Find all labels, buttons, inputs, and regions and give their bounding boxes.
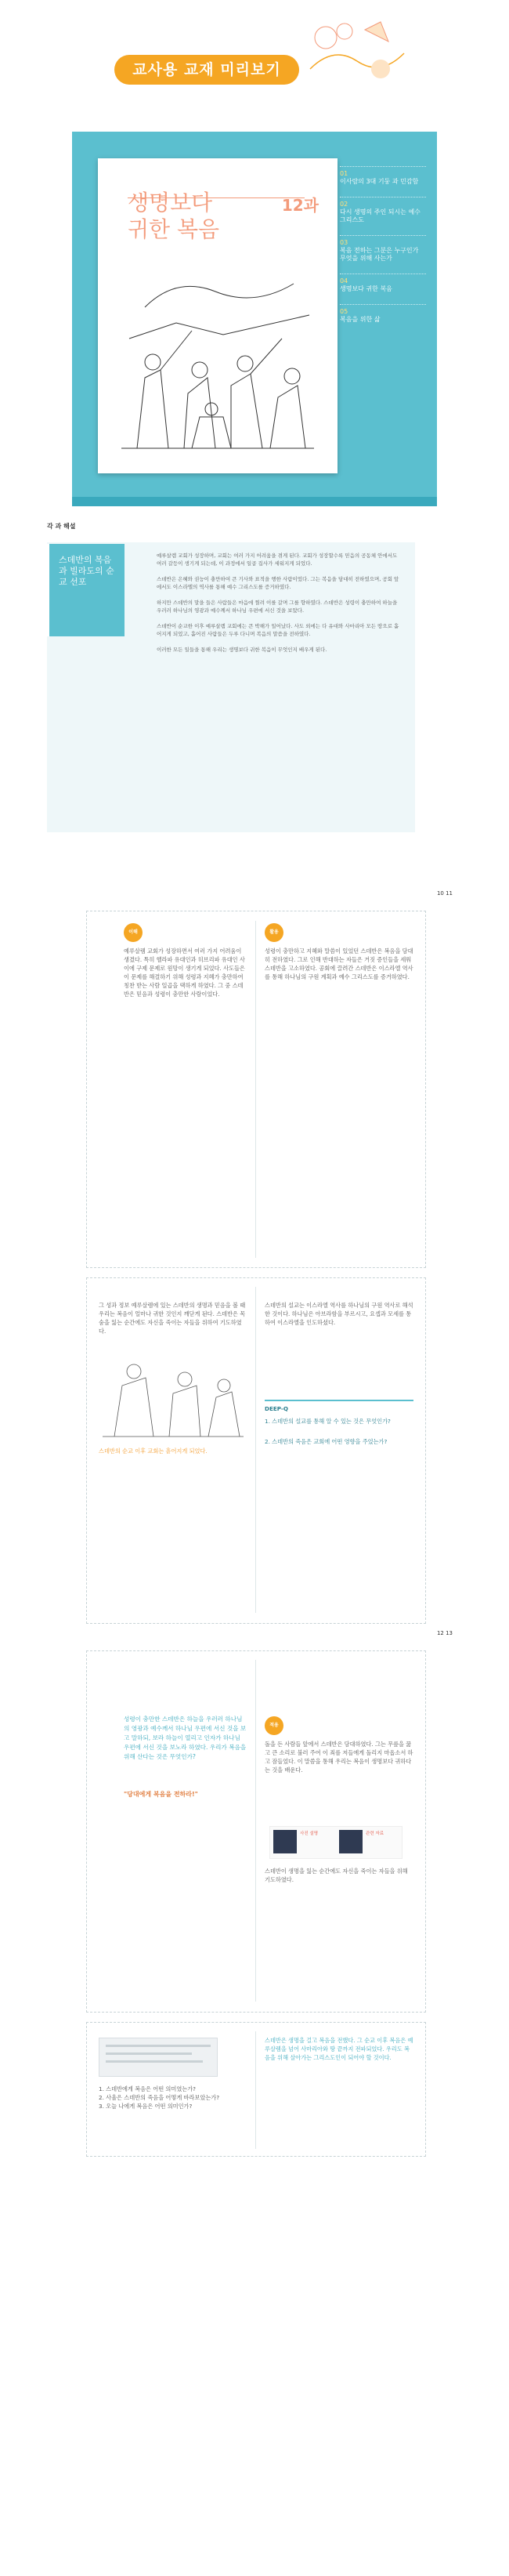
intro-text <box>157 552 401 661</box>
thumbnail-caption: 관련 자료 <box>366 1831 384 1836</box>
thumbnail-image <box>273 1830 297 1853</box>
list-item: 2. 사울은 스데반의 죽음을 어떻게 바라보았는가? <box>99 2094 220 2101</box>
toc-item[interactable]: 01 이사람의 3대 기둥 과 민감함 <box>340 166 426 186</box>
page3-quote-emphasis: "당대에게 복음을 전하라!" <box>124 1791 198 1798</box>
intro-paragraph: 스데반이 순교한 이후 예루살렘 교회에는 큰 박해가 일어났다. 사도 외에는 다 유대와 사마리아 모든 땅으로 흩어지게 되었고, 흩어진 사람들은 두루 다니며 복음의 말씀을 전하였다. <box>157 623 399 637</box>
page1-left-text: 예루살렘 교회가 성장하면서 여러 가지 어려움이 생겼다. 특히 헬라파 유대인과 히브리파 유대인 사이에 구제 문제로 원망이 생기게 되었다. 사도들은 이 문제를 해결하기 위해 성령과 지혜가 충만하여 칭찬 받는 사람 일곱을 택하게 하였다. 그 중 스데반은 믿음과 성령이 충만한 사람이었다. <box>124 947 245 998</box>
placeholder-line <box>106 2060 203 2063</box>
page3-right-text: 돌을 든 사람들 앞에서 스데반은 담대하였다. 그는 무릎을 꿇고 큰 소리로 불러 주여 이 죄를 저들에게 돌리지 마옵소서 하고 잠들었다. 이 말씀을 통해 우리는 복음이 생명보다 귀하다는 것을 배운다. <box>265 1741 413 1773</box>
column-divider <box>255 1287 256 1613</box>
page4-right-text: 스데반은 생명을 걸고 복음을 전했다. 그 순교 이후 복음은 예루살렘을 넘어 사마리아와 땅 끝까지 전파되었다. 우리도 복음을 위해 살아가는 그리스도인이 되어야 할 것이다. <box>265 2037 413 2061</box>
page2-illustration <box>99 1354 247 1440</box>
intro-paragraph: 스데반은 은혜와 권능이 충만하여 큰 기사와 표적을 행한 사람이었다. 그는 복음을 담대히 전하였으며, 공회 앞에서도 이스라엘의 역사를 통해 예수 그리스도를 증거하였다. <box>157 576 399 590</box>
page4-list <box>99 2085 247 2110</box>
toc-item[interactable]: 04 생명보다 귀한 복음 <box>340 274 426 293</box>
placeholder-line <box>106 2052 192 2055</box>
apply-icon: 활용 <box>265 923 283 942</box>
deep-q-title: DEEP-Q <box>265 1405 289 1412</box>
page2-caption: 스데반의 순교 이후 교회는 흩어지게 되었다. <box>99 1447 208 1455</box>
page4-screenshot <box>99 2038 218 2077</box>
toc-item[interactable]: 02 다시 생명의 주인 되시는 예수 그리스도 <box>340 197 426 224</box>
page-header-title: 교사용 교재 미리보기 <box>114 55 299 85</box>
side-card-text: 스데반의 복음과 빌라도의 순교 선포 <box>59 555 114 587</box>
deep-q-rule <box>265 1400 413 1401</box>
column-divider <box>255 1660 256 2002</box>
list-item: 1. 스데반에게 복음은 어떤 의미였는가? <box>99 2085 196 2092</box>
deep-q-question: 1. 스데반의 설교를 통해 알 수 있는 것은 무엇인가? <box>265 1418 391 1425</box>
page-number: 10 11 <box>436 890 453 897</box>
placeholder-line <box>106 2045 211 2047</box>
page1-right-text: 성령이 충만하고 지혜와 말씀이 있었던 스데반은 복음을 담대히 전하였다. 그로 인해 반대하는 자들은 거짓 증인들을 세워 스데반을 고소하였다. 공회에 끌려간 스데반은 이스라엘 역사를 통해 하나님의 구원 계획과 예수 그리스도를 증거하였다. <box>265 947 413 980</box>
intro-paragraph: 예루살렘 교회가 성장하며, 교회는 여러 가지 어려움을 겪게 된다. 교회가 성장할수록 믿음의 공동체 안에서도 여러 갈등이 생기게 되는데, 이 과정에서 일곱 집사가 세워지게 되었다. <box>157 553 398 567</box>
page2-left-text: 그 성과 정보 예루살렘에 있는 스데반의 생명과 믿음을 볼 때 우리는 복음이 얼마나 귀한 것인지 깨닫게 된다. 스데반은 목숨을 잃는 순간에도 자신을 죽이는 자들을 위하여 기도하였다. <box>99 1302 246 1335</box>
cover-title-line2: 귀한 복음 <box>128 216 220 242</box>
page3-thumbnails <box>269 1826 403 1859</box>
page2-right-text: 스데반의 설교는 이스라엘 역사를 하나님의 구원 역사로 해석한 것이다. 하나님은 아브라함을 부르시고, 요셉과 모세를 통하여 이스라엘을 인도하셨다. <box>265 1302 413 1326</box>
understand-icon: 이해 <box>124 923 143 942</box>
toc-item[interactable]: 05 복음을 위한 삶 <box>340 304 426 324</box>
list-item: 3. 오늘 나에게 복음은 어떤 의미인가? <box>99 2103 193 2110</box>
cover-band-strip <box>72 497 437 506</box>
page3-right-text-2: 스데반이 생명을 잃는 순간에도 자신을 죽이는 자들을 위해 기도하였다. <box>265 1868 408 1883</box>
lesson-number: 12과 <box>281 196 319 215</box>
book-cover <box>98 158 338 473</box>
section-label: 각 과 해설 <box>47 523 76 530</box>
side-card <box>47 544 125 636</box>
cover-illustration <box>114 260 322 461</box>
toc-item[interactable]: 03 복음 전하는 그분은 누구인가 무엇을 위해 사는가 <box>340 235 426 263</box>
cover-title-line1: 생명보다 <box>128 190 213 216</box>
column-divider <box>255 921 256 1258</box>
page-number: 12 13 <box>436 1630 453 1636</box>
thumbnail-image <box>339 1830 363 1853</box>
decorative-illustration <box>294 14 412 92</box>
intro-paragraph: 하지만 스데반의 말을 들은 사람들은 마음에 찔려 이를 갈며 그를 향하였다. 스데반은 성령이 충만하여 하늘을 우러러 하나님의 영광과 예수께서 하나님 우편에 서신 것을 보았다. <box>157 600 398 614</box>
column-divider <box>255 2031 256 2149</box>
table-of-contents <box>340 166 426 335</box>
cover-title <box>128 190 219 243</box>
application-icon: 적용 <box>265 1716 283 1735</box>
deep-q-question: 2. 스데반의 죽음은 교회에 어떤 영향을 주었는가? <box>265 1438 388 1445</box>
thumbnail-caption: 사진 설명 <box>300 1831 319 1836</box>
page3-quote: 성령이 충만한 스데반은 하늘을 우러러 하나님의 영광과 예수께서 하나님 우편에 서신 것을 보고 말하되, 보라 하늘이 열리고 인자가 하나님 우편에 서신 것을 보노라 하였다. 우리가 복음을 위해 산다는 것은 무엇인가? <box>124 1716 247 1760</box>
intro-paragraph: 이러한 모든 일들을 통해 우리는 생명보다 귀한 복음이 무엇인지 배우게 된다. <box>157 647 327 653</box>
